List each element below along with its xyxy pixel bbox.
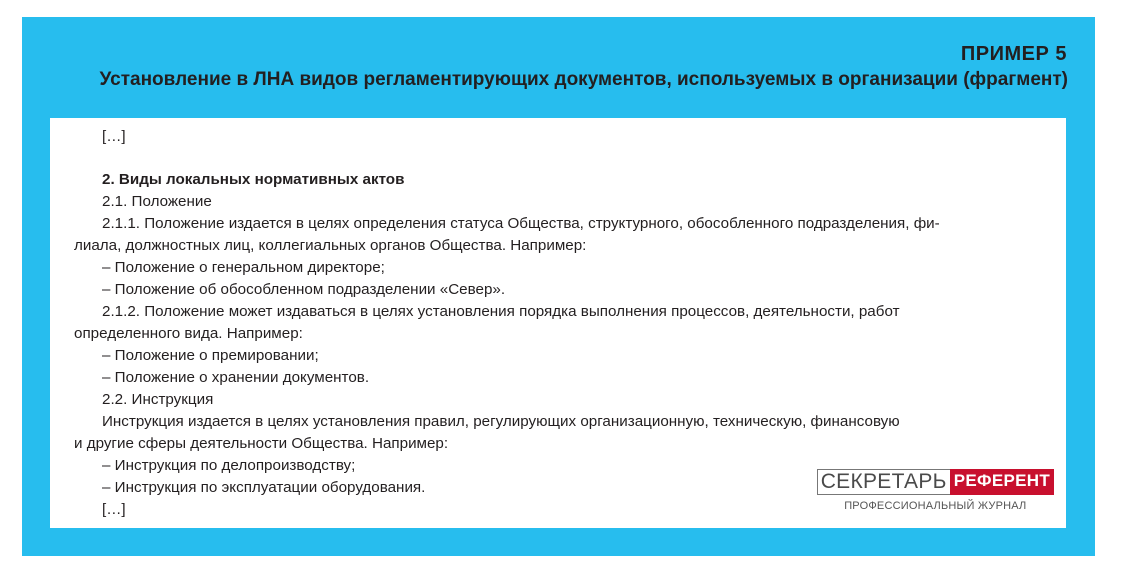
paragraph-line: и другие сферы деятельности Общества. Например: [74,435,449,452]
list-item: – Инструкция по делопроизводству; [102,457,356,474]
example-label: ПРИМЕР 5 [960,43,1067,65]
ellipsis-end: […] [102,501,126,518]
journal-logo [817,469,1054,512]
example-title: Установление в ЛНА видов регламентирующих документов, используемых в организации (фрагмент) [99,69,1068,90]
logo-wordmark [817,469,1054,495]
list-item: – Положение о хранении документов. [102,369,370,386]
logo-part-2: РЕФЕРЕНТ [950,469,1054,495]
list-item: – Положение о премировании; [102,347,319,364]
document-text [74,126,1049,521]
paragraph-line: 2.1.2. Положение может издаваться в целях установления порядка выполнения процессов, деятельности, работ [102,303,900,320]
list-item: – Положение о генеральном директоре; [102,259,385,276]
paragraph-line: 2.1.1. Положение издается в целях определения статуса Общества, структурного, обособленного подразделения, фи- [102,215,940,232]
paragraph-line: лиала, должностных лиц, коллегиальных органов Общества. Например: [74,237,587,254]
list-item: – Инструкция по эксплуатации оборудования. [102,479,426,496]
subsection-heading: 2.1. Положение [102,193,212,210]
list-item: – Положение об обособленном подразделении «Север». [102,281,506,298]
document-fragment [50,118,1066,528]
logo-subtitle: ПРОФЕССИОНАЛЬНЫЙ ЖУРНАЛ [844,500,1027,512]
paragraph-gap [74,148,1049,169]
ellipsis-start: […] [102,128,126,145]
section-heading: 2. Виды локальных нормативных актов [102,171,405,188]
logo-part-1: СЕКРЕТАРЬ [817,469,950,495]
example-frame [22,17,1095,556]
paragraph-line: определенного вида. Например: [74,325,303,342]
paragraph-line: Инструкция издается в целях установления правил, регулирующих организационную, техническую, финансовую [102,413,900,430]
subsection-heading: 2.2. Инструкция [102,391,214,408]
